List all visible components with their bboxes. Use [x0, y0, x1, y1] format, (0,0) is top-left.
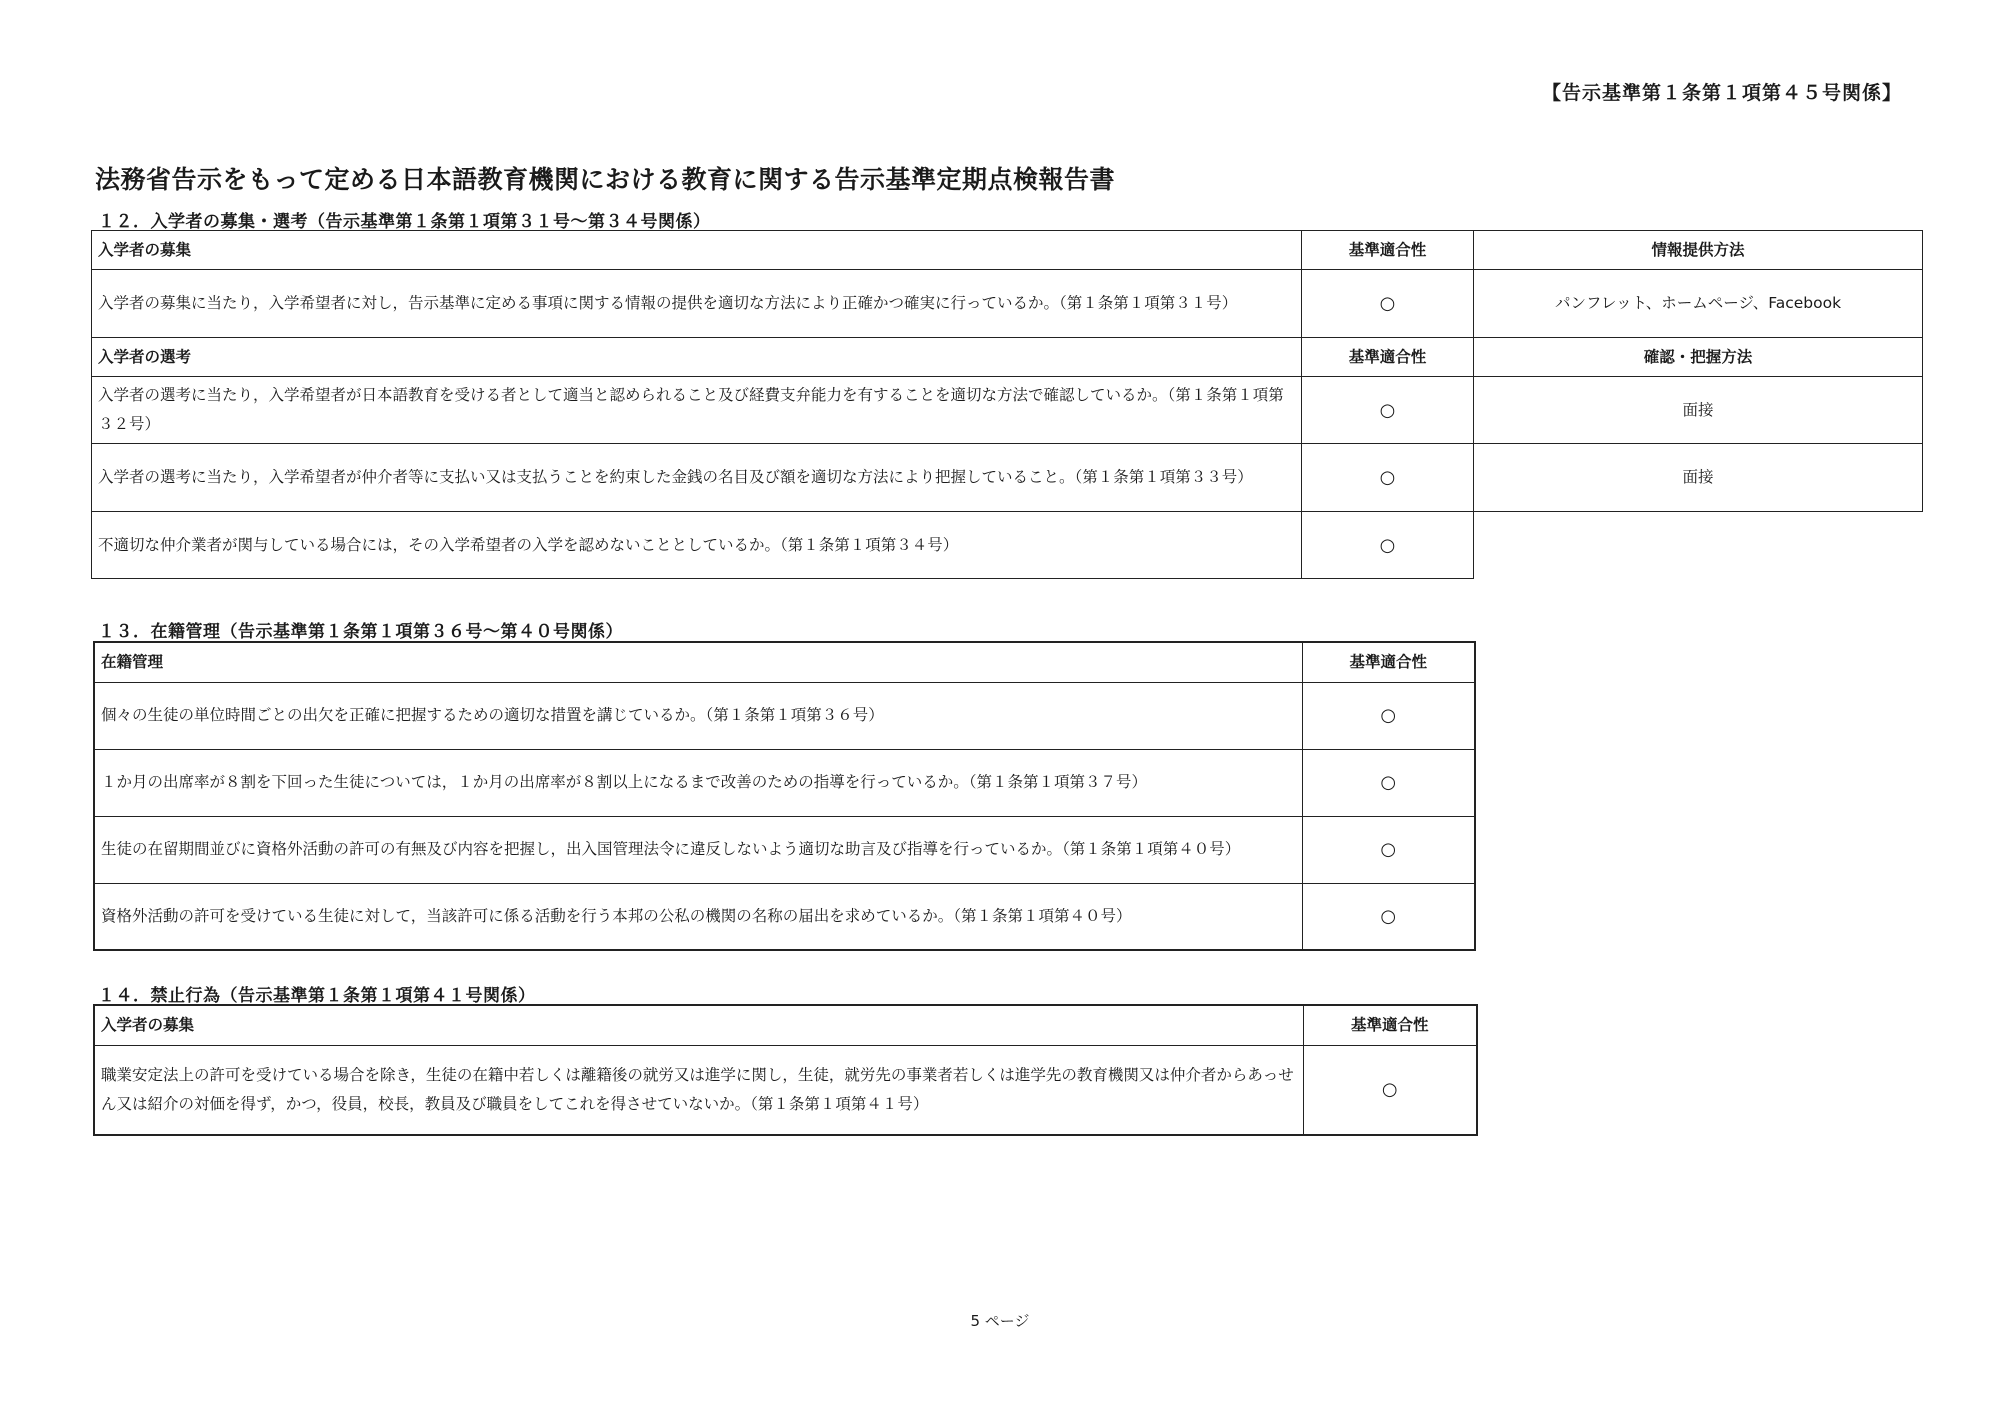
document-title: 法務省告示をもって定める日本語教育機関における教育に関する告示基準定期点検報告書	[95, 165, 1116, 194]
empty-cell	[1474, 512, 1923, 579]
table-row	[92, 512, 1923, 579]
table-row	[92, 444, 1923, 512]
conformity-mark: ○	[1303, 1045, 1477, 1135]
conformity-mark: ○	[1302, 444, 1474, 512]
info-method-header: 情報提供方法	[1474, 231, 1923, 270]
enrollment-header-row	[94, 642, 1475, 682]
check-item-40b: 資格外活動の許可を受けている生徒に対して，当該許可に係る活動を行う本邦の公私の機関の名称の届出を求めているか。（第１条第１項第４０号）	[94, 883, 1302, 950]
confirm-method-value: 面接	[1474, 377, 1923, 444]
confirm-method-header: 確認・把握方法	[1474, 338, 1923, 377]
prohibited-section-label: 入学者の募集	[94, 1005, 1303, 1045]
conformity-header: 基準適合性	[1302, 231, 1474, 270]
conformity-mark: ○	[1302, 816, 1475, 883]
prohibited-header-row	[94, 1005, 1477, 1045]
section-14-table	[93, 1004, 1478, 1136]
check-item-37: １か月の出席率が８割を下回った生徒については，１か月の出席率が８割以上になるまで改善のための指導を行っているか。（第１条第１項第３７号）	[94, 749, 1302, 816]
reference-label: 【告示基準第１条第１項第４５号関係】	[1541, 82, 1902, 104]
section-13-heading: １３．在籍管理（告示基準第１条第１項第３６号～第４０号関係）	[98, 622, 623, 642]
section-12-heading: １２．入学者の募集・選考（告示基準第１条第１項第３１号～第３４号関係）	[98, 212, 711, 232]
page-number: 5 ページ	[970, 1312, 1030, 1330]
enrollment-section-label: 在籍管理	[94, 642, 1302, 682]
check-item-32: 入学者の選考に当たり，入学希望者が日本語教育を受ける者として適当と認められること及び経費支弁能力を有することを適切な方法で確認しているか。（第１条第１項第３２号）	[92, 377, 1302, 444]
table-row	[94, 1045, 1477, 1135]
table-row	[94, 883, 1475, 950]
confirm-method-value: 面接	[1474, 444, 1923, 512]
table-row	[94, 749, 1475, 816]
check-item-41: 職業安定法上の許可を受けている場合を除き，生徒の在籍中若しくは離籍後の就労又は進学に関し，生徒，就労先の事業者若しくは進学先の教育機関又は仲介者からあっせん又は紹介の対価を得ず，かつ，役員，校長，教員及び職員をしてこれを得させていないか。（第１条第１項第４１号）	[94, 1045, 1303, 1135]
info-method-value: パンフレット、ホームページ、Facebook	[1474, 270, 1923, 338]
conformity-header: 基準適合性	[1302, 338, 1474, 377]
section-12-table	[91, 230, 1923, 579]
conformity-mark: ○	[1302, 512, 1474, 579]
check-item-33: 入学者の選考に当たり，入学希望者が仲介者等に支払い又は支払うことを約束した金銭の名目及び額を適切な方法により把握していること。（第１条第１項第３３号）	[92, 444, 1302, 512]
conformity-header: 基準適合性	[1302, 642, 1475, 682]
table-row	[92, 270, 1923, 338]
conformity-mark: ○	[1302, 682, 1475, 749]
conformity-mark: ○	[1302, 377, 1474, 444]
check-item-40a: 生徒の在留期間並びに資格外活動の許可の有無及び内容を把握し，出入国管理法令に違反しないよう適切な助言及び指導を行っているか。（第１条第１項第４０号）	[94, 816, 1302, 883]
section-14-heading: １４．禁止行為（告示基準第１条第１項第４１号関係）	[98, 986, 536, 1006]
section-13-table	[93, 641, 1476, 951]
table-row	[94, 682, 1475, 749]
conformity-mark: ○	[1302, 883, 1475, 950]
check-item-34: 不適切な仲介業者が関与している場合には，その入学希望者の入学を認めないこととしているか。（第１条第１項第３４号）	[92, 512, 1302, 579]
table-row	[94, 816, 1475, 883]
conformity-mark: ○	[1302, 270, 1474, 338]
check-item-31: 入学者の募集に当たり，入学希望者に対し，告示基準に定める事項に関する情報の提供を適切な方法により正確かつ確実に行っているか。（第１条第１項第３１号）	[92, 270, 1302, 338]
conformity-mark: ○	[1302, 749, 1475, 816]
recruit-header-row	[92, 231, 1923, 270]
select-section-label: 入学者の選考	[92, 338, 1302, 377]
conformity-header: 基準適合性	[1303, 1005, 1477, 1045]
table-row	[92, 377, 1923, 444]
recruit-section-label: 入学者の募集	[92, 231, 1302, 270]
select-header-row	[92, 338, 1923, 377]
check-item-36: 個々の生徒の単位時間ごとの出欠を正確に把握するための適切な措置を講じているか。（第１条第１項第３６号）	[94, 682, 1302, 749]
